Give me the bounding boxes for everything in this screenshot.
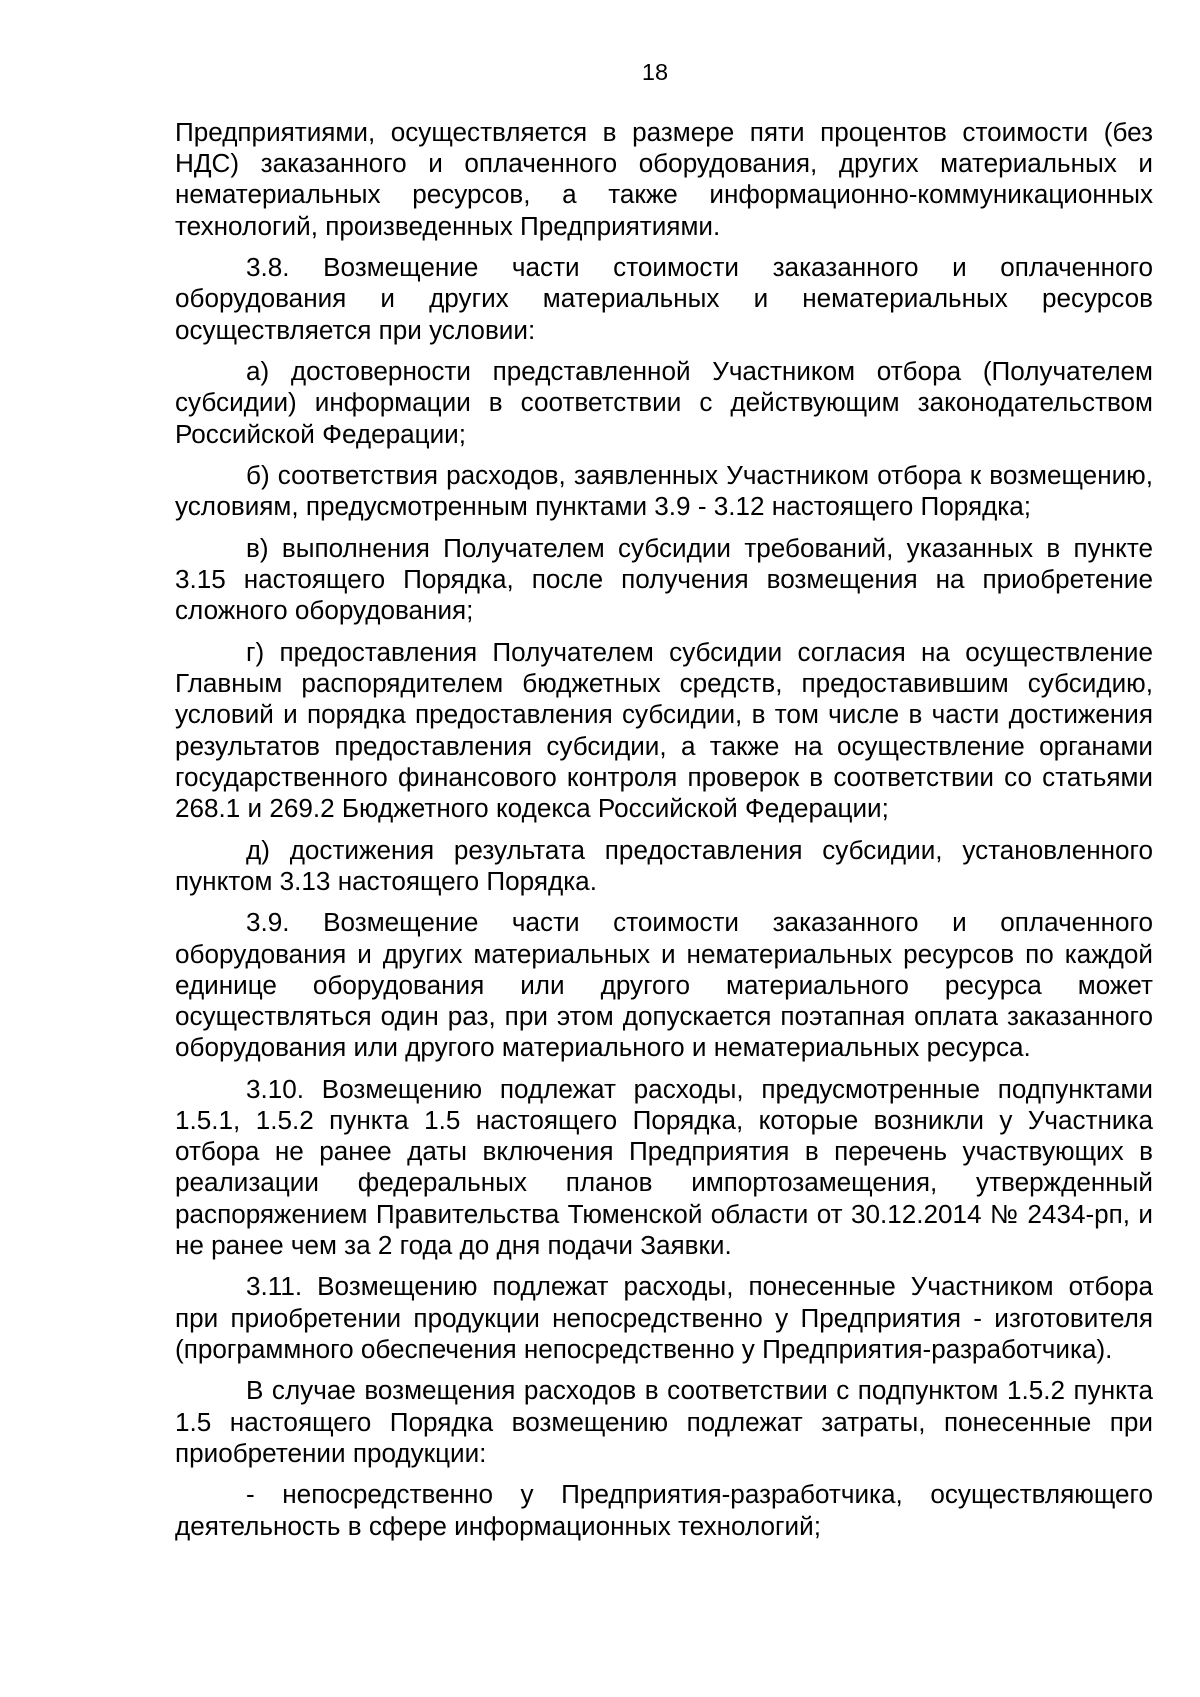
paragraph-3-11: 3.11. Возмещению подлежат расходы, понесенные Участником отбора при приобретении продукции непосредственно у Предприятия - изготовителя (программного обеспечения непосредственно у Предприятия-разработчика). — [175, 1271, 1153, 1364]
paragraph-3-8: 3.8. Возмещение части стоимости заказанного и оплаченного оборудования и других материальных и нематериальных ресурсов осуществляется при условии: — [175, 252, 1153, 345]
paragraph-3-8-v: в) выполнения Получателем субсидии требований, указанных в пункте 3.15 настоящего Порядка, после получения возмещения на приобретение сложного оборудования; — [175, 533, 1153, 626]
paragraph-continuation: Предприятиями, осуществляется в размере пяти процентов стоимости (без НДС) заказанного и оплаченного оборудования, других материальных и нематериальных ресурсов, а также информационно-коммуникационных технологий, произведенных Предприятиями. — [175, 117, 1153, 241]
paragraph-3-8-a: а) достоверности представленной Участником отбора (Получателем субсидии) информации в соответствии с действующим законодательством Российской Федерации; — [175, 356, 1153, 449]
paragraph-3-10: 3.10. Возмещению подлежат расходы, предусмотренные подпунктами 1.5.1, 1.5.2 пункта 1.5 настоящего Порядка, которые возникли у Участника отбора не ранее даты включения Предприятия в перечень участвующих в реализации федеральных планов импортозамещения, утвержденный распоряжением Правительства Тюменской области от 30.12.2014 № 2434-рп, и не ранее чем за 2 года до дня подачи Заявки. — [175, 1073, 1153, 1260]
paragraph-3-9: 3.9. Возмещение части стоимости заказанного и оплаченного оборудования и других материальных и нематериальных ресурсов по каждой единице оборудования или другого материального ресурса может осуществляться один раз, при этом допускается поэтапная оплата заказанного оборудования или другого материального и нематериальных ресурса. — [175, 907, 1153, 1063]
paragraph-3-8-g: г) предоставления Получателем субсидии согласия на осуществление Главным распорядителем бюджетных средств, предоставившим субсидию, условий и порядка предоставления субсидии, в том числе в части достижения результатов предоставления субсидии, а также на осуществление органами государственного финансового контроля проверок в соответствии со статьями 268.1 и 269.2 Бюджетного кодекса Российской Федерации; — [175, 637, 1153, 824]
paragraph-3-8-b: б) соответствия расходов, заявленных Участником отбора к возмещению, условиям, предусмотренным пунктами 3.9 - 3.12 настоящего Порядка; — [175, 460, 1153, 522]
paragraph-3-11-case: В случае возмещения расходов в соответствии с подпунктом 1.5.2 пункта 1.5 настоящего Порядка возмещению подлежат затраты, понесенные при приобретении продукции: — [175, 1375, 1153, 1468]
document-body — [175, 117, 1153, 1552]
page-number: 18 — [641, 59, 669, 85]
paragraph-3-11-item: - непосредственно у Предприятия-разработчика, осуществляющего деятельность в сфере информационных технологий; — [175, 1479, 1153, 1541]
paragraph-3-8-d: д) достижения результата предоставления субсидии, установленного пунктом 3.13 настоящего Порядка. — [175, 834, 1153, 896]
